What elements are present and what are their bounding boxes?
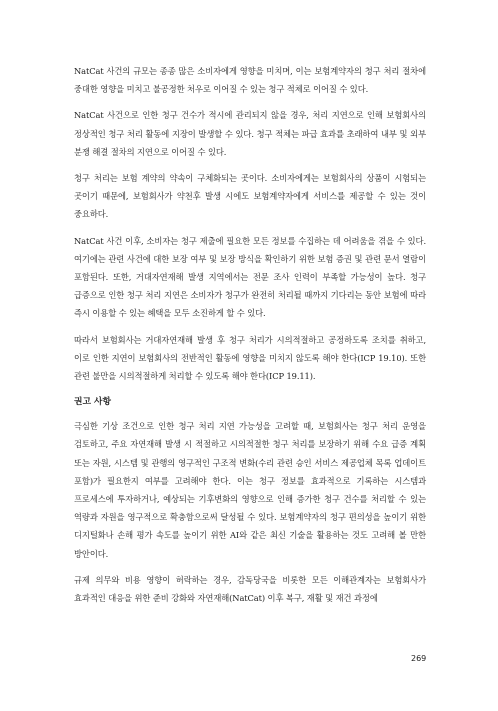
recommendation-paragraph-2: 규제 의무와 비용 영향이 허락하는 경우, 감독당국을 비롯한 모든 이해관계자는 보험회사가 효과적인 대응을 위한 준비 강화와 자연재해(NatCat) 이후 복구, 재활 및 재건 과정에: [74, 574, 426, 604]
body-paragraph-1: NatCat 사건의 규모는 종종 많은 소비자에게 영향을 미치며, 이는 보험계약자의 청구 처리 절차에 중대한 영향을 미치고 불공정한 처우로 이어질 수 있는 청구 적체로 이어질 수 있다.: [74, 66, 426, 95]
recommendation-paragraph-1: 극심한 기상 조건으로 인한 청구 처리 지연 가능성을 고려할 때, 보험회사는 청구 처리 운영을 검토하고, 주요 자연재해 발생 시 적절하고 시의적절한 청구 처리를 보장하기 위해 수요 급증 계획 또는 자원, 시스템 및 관행의 영구적인 구조적 변화(수리 관련 승인 서비스 제공업체 목록 업데이트 포함)가 필요한지 여부를 고려해야 한다. 이는 청구 정보를 효과적으로 기록하는 시스템과 프로세스에 투자하거나, 예상되는 기후변화의 영향으로 인해 증가한 청구 건수를 처리할 수 있는 역량과 자원을 영구적으로 확충함으로써 달성될 수 있다. 보험계약자의 청구 편의성을 높이기 위한 디지털화나 손해 평가 속도를 높이기 위한 AI와 같은 최신 기술을 활용하는 것도 고려해 볼 만한 방안이다.: [74, 421, 426, 559]
body-paragraph-3: 청구 처리는 보험 계약의 약속이 구체화되는 곳이다. 소비자에게는 보험회사의 상품이 시험되는 곳이기 때문에, 보험회사가 약천후 발생 시에도 보험계약자에게 서비스를 제공할 수 있는 것이 중요하다.: [74, 173, 426, 220]
body-paragraph-2: NatCat 사건으로 인한 청구 건수가 적시에 관리되지 않을 경우, 처리 지연으로 인해 보험회사의 정상적인 청구 처리 활동에 지장이 발생할 수 있다. 청구 적체는 파급 효과를 초래하여 내부 및 외부 분쟁 해결 절차의 지연으로 이어질 수 있다.: [74, 110, 426, 157]
body-paragraph-5: 따라서 보험회사는 거대자연재해 발생 후 청구 처리가 시의적절하고 공정하도록 조치를 취하고, 이로 인한 지연이 보험회사의 전반적인 활동에 영향을 미치지 않도록 해야 한다(ICP 19.10). 또한 관련 불만을 시의적절하게 처리할 수 있도록 해야 한다(ICP 19.11).: [74, 334, 426, 382]
body-paragraph-4: NatCat 사건 이후, 소비자는 청구 제출에 필요한 모든 정보를 수집하는 데 어려움을 겪을 수 있다. 여기에는 관련 사건에 대한 보장 여부 및 보장 방식을 확인하기 위한 보험 증권 및 관련 문서 열람이 포함된다. 또한, 거대자연재해 발생 지역에서는 전문 조사 인력이 부족할 가능성이 높다. 청구 급증으로 인한 청구 처리 지연은 소비자가 청구가 완전히 처리될 때까지 기다리는 동안 보험에 따라 즉시 이용할 수 있는 혜택을 모두 소진하게 할 수 있다.: [74, 235, 426, 319]
page-number: 269: [411, 654, 427, 663]
section-heading-recommendations: 권고 사항: [74, 397, 112, 408]
